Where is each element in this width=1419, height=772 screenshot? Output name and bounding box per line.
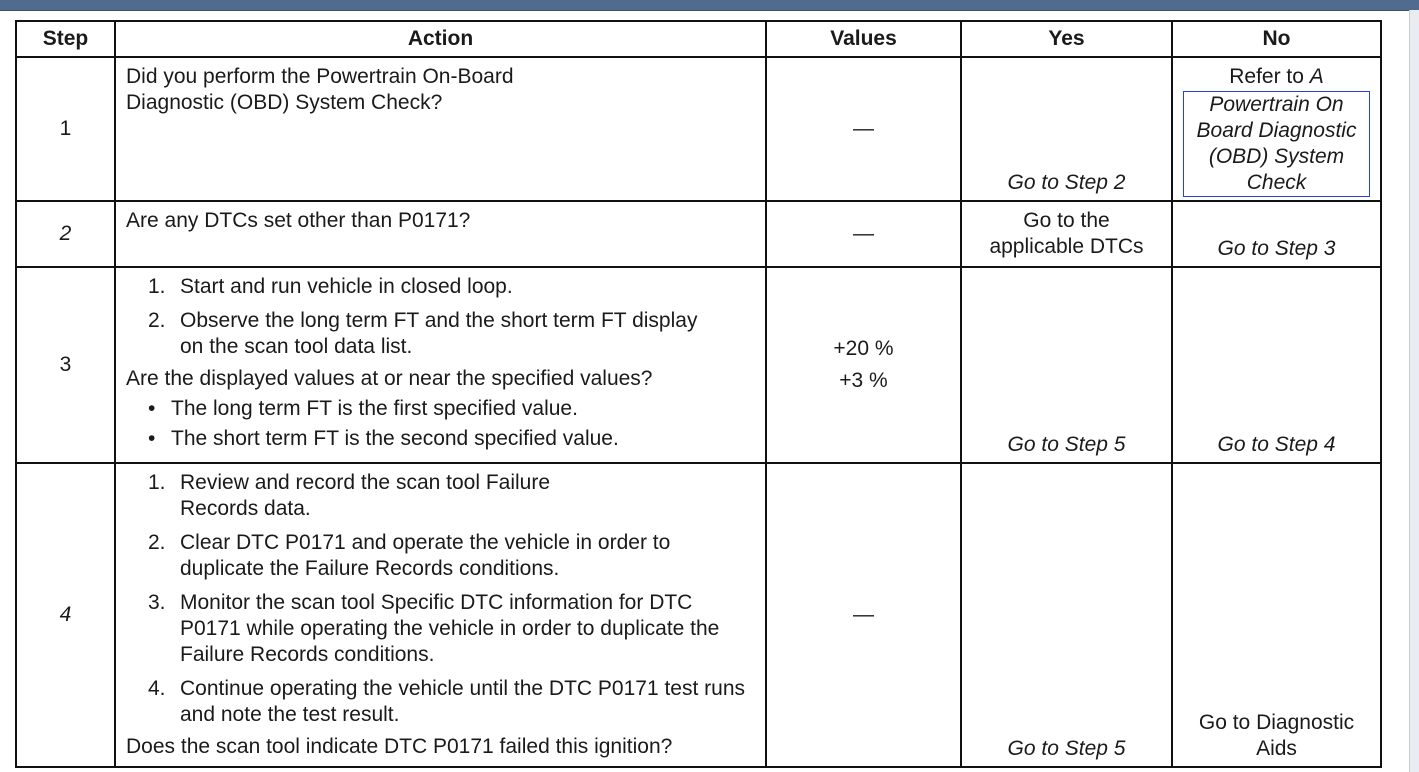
action-text: Did you perform the Powertrain On-Board Diagnostic (OBD) System Check? — [126, 65, 514, 114]
diagnostic-table — [15, 20, 1382, 768]
action-text: Are any DTCs set other than P0171? — [126, 209, 471, 232]
step-number: 4 — [16, 463, 115, 767]
action-cell — [115, 463, 766, 767]
header-action: Action — [115, 21, 766, 57]
list-item: 1. Start and run vehicle in closed loop. — [148, 275, 513, 298]
header-row — [16, 21, 1381, 57]
table-row — [16, 267, 1381, 463]
go-to-step-link[interactable]: Go to Step 5 — [1007, 737, 1126, 760]
list-item: 2. Observe the long term FT and the short term FT display on the scan tool data list. — [148, 309, 698, 358]
list-item: 3. Monitor the scan tool Specific DTC information for DTC P0171 while operating the vehicle in order to duplicate the Failure Records conditions. — [148, 591, 720, 666]
spec-bullets — [126, 396, 755, 452]
list-item: 4. Continue operating the vehicle until the DTC P0171 test runs and note the test result. — [148, 677, 746, 726]
table-row — [16, 201, 1381, 267]
no-cell — [1172, 201, 1381, 267]
question-text: Does the scan tool indicate DTC P0171 failed this ignition? — [126, 735, 673, 758]
yes-cell — [961, 57, 1172, 201]
no-cell — [1172, 57, 1381, 201]
header-step: Step — [16, 21, 115, 57]
yes-cell — [961, 201, 1172, 267]
list-item: 2. Clear DTC P0171 and operate the vehicle in order to duplicate the Failure Records conditions. — [148, 531, 671, 580]
step-number: 2 — [16, 201, 115, 267]
yes-cell — [961, 463, 1172, 767]
values-cell: — — [766, 201, 961, 267]
go-to-step-link[interactable]: Go to Step 2 — [1007, 171, 1126, 194]
list-item: • The short term FT is the second specified value. — [148, 427, 619, 450]
step-number: 1 — [16, 57, 115, 201]
go-to-applicable-dtcs-link[interactable]: Go to the applicable DTCs — [989, 209, 1144, 258]
table-row — [16, 463, 1381, 767]
procedure-steps — [126, 470, 755, 728]
go-to-diagnostic-aids-link[interactable]: Go to Diagnostic Aids — [1198, 711, 1355, 760]
no-cell — [1172, 463, 1381, 767]
refer-to-a: A — [1309, 65, 1324, 88]
go-to-step-link[interactable]: Go to Step 5 — [1007, 433, 1126, 456]
scrollbar[interactable] — [1409, 10, 1419, 772]
header-no: No — [1172, 21, 1381, 57]
yes-cell — [961, 267, 1172, 463]
obd-system-check-link[interactable]: Powertrain On Board Diagnostic (OBD) System Check — [1183, 91, 1370, 197]
values-cell — [766, 267, 961, 463]
values-cell: — — [766, 57, 961, 201]
action-cell — [115, 267, 766, 463]
go-to-step-link[interactable]: Go to Step 4 — [1217, 433, 1336, 456]
go-to-step-link[interactable]: Go to Step 3 — [1217, 237, 1336, 260]
procedure-steps — [126, 274, 755, 360]
refer-to-label: Refer to — [1229, 65, 1304, 88]
action-cell — [115, 57, 766, 201]
list-item: • The long term FT is the first specified value. — [148, 397, 578, 420]
values-cell: — — [766, 463, 961, 767]
action-cell — [115, 201, 766, 267]
spec-value-long-term: +20 % — [833, 337, 894, 360]
list-item: 1. Review and record the scan tool Failure Records data. — [148, 471, 551, 520]
step-number: 3 — [16, 267, 115, 463]
question-text: Are the displayed values at or near the specified values? — [126, 367, 653, 390]
spec-value-short-term: +3 % — [839, 369, 888, 392]
header-values: Values — [766, 21, 961, 57]
header-yes: Yes — [961, 21, 1172, 57]
no-cell — [1172, 267, 1381, 463]
window-top-bar — [0, 0, 1419, 11]
table-row — [16, 57, 1381, 201]
